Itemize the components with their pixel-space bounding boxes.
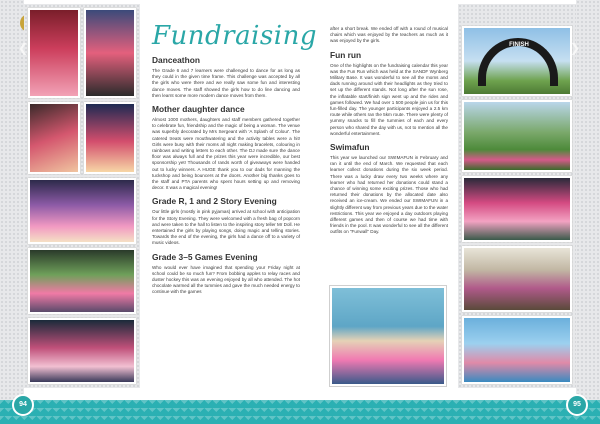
photo-dance-group bbox=[84, 102, 136, 174]
right-text-column bbox=[330, 26, 448, 238]
photo-pool-day bbox=[462, 316, 572, 384]
body-danceathon: The Grade 6 and 7 learners were challenged to dance for as long as they could in the given time frame. This challenge was accepted by all the girls who were there and we really saw some fun and interesting dance moves. The staff showed the girls how to do line dancing and then learnt some more modern dance moves from them. bbox=[152, 68, 300, 98]
photo-swimafun-outfits bbox=[462, 246, 572, 312]
heading-danceathon: Danceathon bbox=[152, 55, 200, 65]
body-grade-r: Our little girls (mostly in pink pyjamas) arrived at school with anticipation for the Story Evening. They were welcomed with a fresh bag of popcorn and were taken to the hall to listen to the inspiring story teller Mr Doll. He entertained the girls by playing songs, doing magic and telling stories. Towards the end of the evening, the girls had a dance off to a variety of music videos. bbox=[152, 209, 300, 246]
photo-fun-run-group bbox=[462, 176, 572, 242]
photo-mother-daughter bbox=[28, 102, 80, 174]
photo-swimafun-girls bbox=[330, 286, 446, 386]
photo-fun-run-field bbox=[462, 100, 572, 172]
chevron-right-icon[interactable]: ❯ bbox=[570, 41, 581, 55]
heading-games-evening: Grade 3–5 Games Evening bbox=[152, 251, 258, 262]
heading-mother-daughter: Mother daughter dance bbox=[152, 104, 245, 115]
middle-text-column bbox=[152, 21, 317, 298]
footer-pattern bbox=[0, 400, 600, 424]
page-number-left: 94 bbox=[12, 394, 34, 416]
heading-fun-run: Fun run bbox=[330, 49, 362, 60]
photo-finish-arch bbox=[462, 26, 572, 96]
heading-swimafun: Swimafun bbox=[330, 142, 370, 153]
photo-games-evening bbox=[28, 318, 136, 384]
finish-banner-text: FINISH bbox=[509, 42, 529, 48]
right-border-pattern bbox=[576, 0, 600, 400]
photo-dancer bbox=[28, 8, 80, 98]
body-mother-daughter: Almost 1000 mothers, daughters and staff members gathered together to celebrate fun, friendship and the magic of being a woman. The venue was superbly decorated by Mrs Sergeant with 'A Splash of Colour'. The catered treats were mouthwatering and the activity tables were a hit! Girls were busy with their moms all night making bracelets, colouring in rainbows and writing letters to each other. The DJ made sure the dance floor was always full and the prizes this year were incredible, our best sponsorship yet! Thousands of rands worth of giveaways were handed out to lucky winners. A HUGE thank you to our dads for manning the tuckshop and being bouncers at the doors. Another big thanks goes to the staff and PTA parents who spent hours setting up and removing decor. It was a magical evening! bbox=[152, 117, 300, 191]
body-games-continued: after a short break. We ended off with a round of musical chairs which was enjoyed by the teachers as much as it was enjoyed by the girls. bbox=[330, 26, 448, 44]
heading-grade-r: Grade R, 1 and 2 Story Evening bbox=[152, 196, 277, 207]
right-photo-column bbox=[458, 4, 576, 388]
photo-story-evening bbox=[28, 248, 136, 314]
photo-dance-floor bbox=[84, 8, 136, 98]
body-games-evening: Who would ever have imagined that spending your Friday night at school could be so much fun? From bobbing apples to relay races and duster hockey this was an evening enjoyed by all who attended. The hot chocolate warmed all the tummies and gave the much needed energy to continue with the games bbox=[152, 264, 300, 295]
left-photo-column bbox=[24, 4, 140, 388]
page-title: Fundraising bbox=[152, 21, 317, 51]
body-fun-run: One of the highlights on the fundraising calendar this year was the Fun Run which was held at the SANDF Wynberg Military Base. It was wonderful to see all the moms and dads running around with their headlights as they tried to set up the different stands. Not long after the sun rose, the inflatable start/finish sign went up and the rides and games followed. We had over 1 500 people join us for this fun-filled day. The younger participants enjoyed a 2.5 km route while others ran the 5km route. There were plenty of yummy snacks to fill the tummies of each and every person who shared the day with us, not to mention all the wonderful entertainment. bbox=[330, 62, 448, 136]
chevron-left-icon[interactable]: ❮ bbox=[18, 41, 29, 55]
photo-mothers-and-daughters bbox=[28, 178, 136, 244]
body-swimafun: This year we launched our SWIMAFUN in February and ran it until the end of March. We requested that each learner collect donations during the six week period. There was a lucky draw every two weeks where any learner who had returned her donations could stand a chance of winning some exciting prizes. Those who had returned their donations by the allocated date also received an ice-cream. We ended our SWIMAFUN in a slightly different way from previous years due to the water restrictions. This year we enjoyed a day outdoors playing different games and then of course we had time with friends in the pool. It was wonderful to see all the different outfits on "Funwall" Day. bbox=[330, 155, 448, 235]
left-border-pattern bbox=[0, 0, 24, 400]
page-number-right: 95 bbox=[566, 394, 588, 416]
